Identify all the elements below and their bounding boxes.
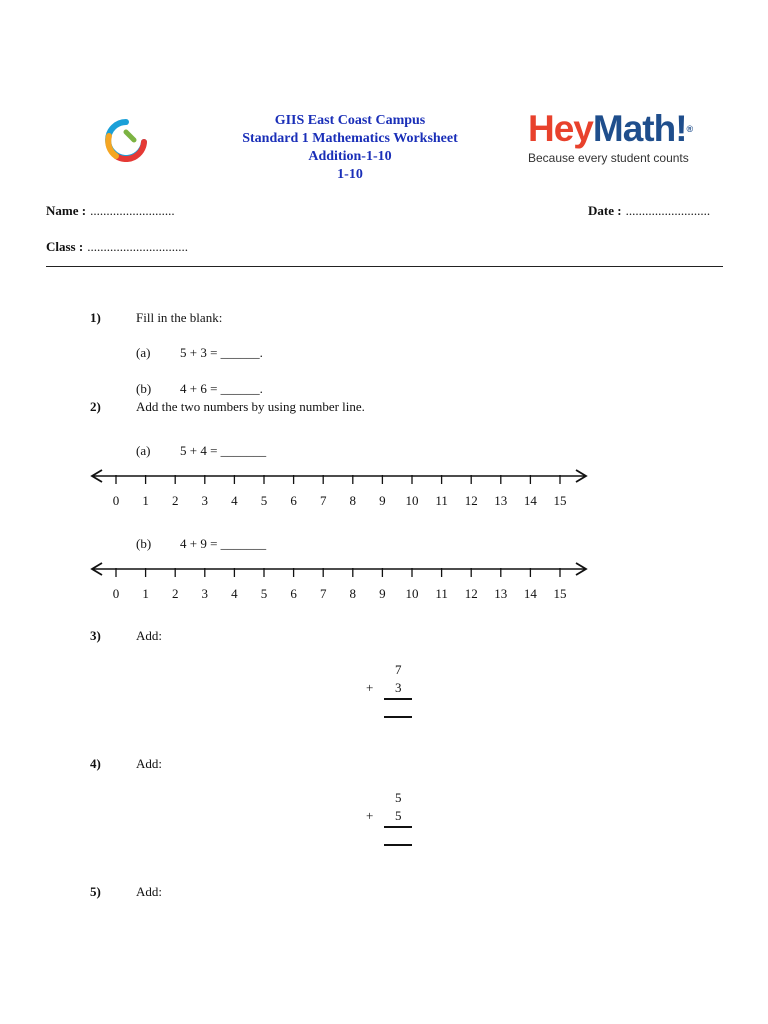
q3-plus-sign: + bbox=[366, 680, 374, 695]
q2a-expression[interactable]: 5 + 4 = _______ bbox=[180, 443, 267, 458]
number-line-a-tick-label-11: 11 bbox=[435, 493, 448, 508]
q2-number: 2) bbox=[90, 399, 101, 414]
q4-answer-line[interactable] bbox=[384, 844, 412, 846]
worksheet-title: Standard 1 Mathematics Worksheet bbox=[242, 131, 458, 146]
q3-answer-line[interactable] bbox=[384, 716, 412, 718]
number-line-a-tick-label-12: 12 bbox=[464, 493, 478, 508]
number-line-b-tick-label-2: 2 bbox=[171, 586, 179, 601]
q4-bottom-number: 5 bbox=[395, 808, 402, 823]
number-line-a-tick-label-15: 15 bbox=[553, 493, 567, 508]
number-line-a-tick-label-6: 6 bbox=[290, 493, 297, 508]
worksheet-range: 1-10 bbox=[337, 167, 363, 182]
q3-addition bbox=[364, 662, 414, 722]
q1b-label: (b) bbox=[136, 381, 152, 396]
date-blank[interactable]: .......................... bbox=[625, 203, 711, 218]
q1-text: Fill in the blank: bbox=[136, 310, 223, 325]
number-line-b-tick-label-10: 10 bbox=[405, 586, 419, 601]
number-line-b-tick-label-1: 1 bbox=[142, 586, 149, 601]
heymath-logo: HeyMath!® Because every student counts bbox=[528, 108, 698, 165]
name-label: Name : bbox=[46, 203, 87, 218]
header-divider bbox=[46, 266, 723, 267]
number-line-a[interactable] bbox=[88, 466, 590, 516]
school-name: GIIS East Coast Campus bbox=[274, 113, 426, 128]
number-line-a-tick-label-13: 13 bbox=[494, 493, 508, 508]
number-line-a-tick-label-0: 0 bbox=[112, 493, 120, 508]
class-label: Class : bbox=[46, 239, 84, 254]
class-blank[interactable]: ............................... bbox=[87, 239, 188, 254]
q3-top-number: 7 bbox=[395, 662, 402, 677]
q4-top-number: 5 bbox=[395, 790, 402, 805]
number-line-a-tick-label-10: 10 bbox=[405, 493, 419, 508]
q3-bottom-number: 3 bbox=[395, 680, 402, 695]
worksheet-header bbox=[200, 112, 500, 184]
q2b-label: (b) bbox=[136, 536, 152, 551]
number-line-b-tick-label-7: 7 bbox=[319, 586, 327, 601]
q4-plus-sign: + bbox=[366, 808, 374, 823]
number-line-b-tick-label-12: 12 bbox=[464, 586, 478, 601]
number-line-a-tick-label-1: 1 bbox=[142, 493, 149, 508]
number-line-b-tick-label-8: 8 bbox=[349, 586, 357, 601]
number-line-b-tick-label-13: 13 bbox=[494, 586, 508, 601]
q3-number: 3) bbox=[90, 628, 101, 643]
q1-number: 1) bbox=[90, 310, 101, 325]
number-line-b-tick-label-9: 9 bbox=[379, 586, 386, 601]
school-logo bbox=[104, 118, 148, 162]
name-blank[interactable]: .......................... bbox=[90, 203, 175, 218]
number-line-b-tick-label-15: 15 bbox=[553, 586, 567, 601]
q4-addition bbox=[364, 790, 414, 850]
worksheet-topic: Addition-1-10 bbox=[308, 149, 392, 164]
date-label: Date : bbox=[588, 203, 622, 218]
q4-text: Add: bbox=[136, 756, 162, 771]
q1a-expression[interactable]: 5 + 3 = ______. bbox=[180, 345, 263, 360]
registered-mark: ® bbox=[686, 124, 693, 134]
number-line-b-tick-label-14: 14 bbox=[523, 586, 537, 601]
number-line-b-tick-label-4: 4 bbox=[231, 586, 238, 601]
name-field[interactable] bbox=[46, 202, 175, 220]
number-line-b-tick-label-0: 0 bbox=[112, 586, 120, 601]
q4-sum-line bbox=[384, 826, 412, 828]
heymath-tagline: Because every student counts bbox=[528, 151, 689, 165]
heymath-math: Math! bbox=[592, 108, 687, 149]
number-line-a-tick-label-4: 4 bbox=[231, 493, 238, 508]
date-field[interactable] bbox=[588, 202, 710, 220]
number-line-a-tick-label-3: 3 bbox=[201, 493, 209, 508]
q2b-expression[interactable]: 4 + 9 = _______ bbox=[180, 536, 267, 551]
number-line-a-tick-label-9: 9 bbox=[379, 493, 386, 508]
q4-number: 4) bbox=[90, 756, 101, 771]
number-line-a-tick-label-8: 8 bbox=[349, 493, 357, 508]
q1a-label: (a) bbox=[136, 345, 151, 360]
q3-text: Add: bbox=[136, 628, 162, 643]
q2-text: Add the two numbers by using number line. bbox=[136, 399, 365, 414]
number-line-b-tick-label-11: 11 bbox=[435, 586, 448, 601]
q3-sum-line bbox=[384, 698, 412, 700]
number-line-a-tick-label-7: 7 bbox=[319, 493, 327, 508]
q1b-expression[interactable]: 4 + 6 = ______. bbox=[180, 381, 263, 396]
number-line-b-tick-label-6: 6 bbox=[290, 586, 297, 601]
class-field[interactable] bbox=[46, 238, 188, 256]
q2a-label: (a) bbox=[136, 443, 151, 458]
number-line-b[interactable] bbox=[88, 559, 590, 609]
number-line-a-tick-label-2: 2 bbox=[171, 493, 179, 508]
number-line-b-tick-label-3: 3 bbox=[201, 586, 209, 601]
number-line-b-tick-label-5: 5 bbox=[260, 586, 268, 601]
q5-number: 5) bbox=[90, 884, 101, 899]
number-line-a-tick-label-14: 14 bbox=[523, 493, 537, 508]
q5-text: Add: bbox=[136, 884, 162, 899]
number-line-a-tick-label-5: 5 bbox=[260, 493, 268, 508]
